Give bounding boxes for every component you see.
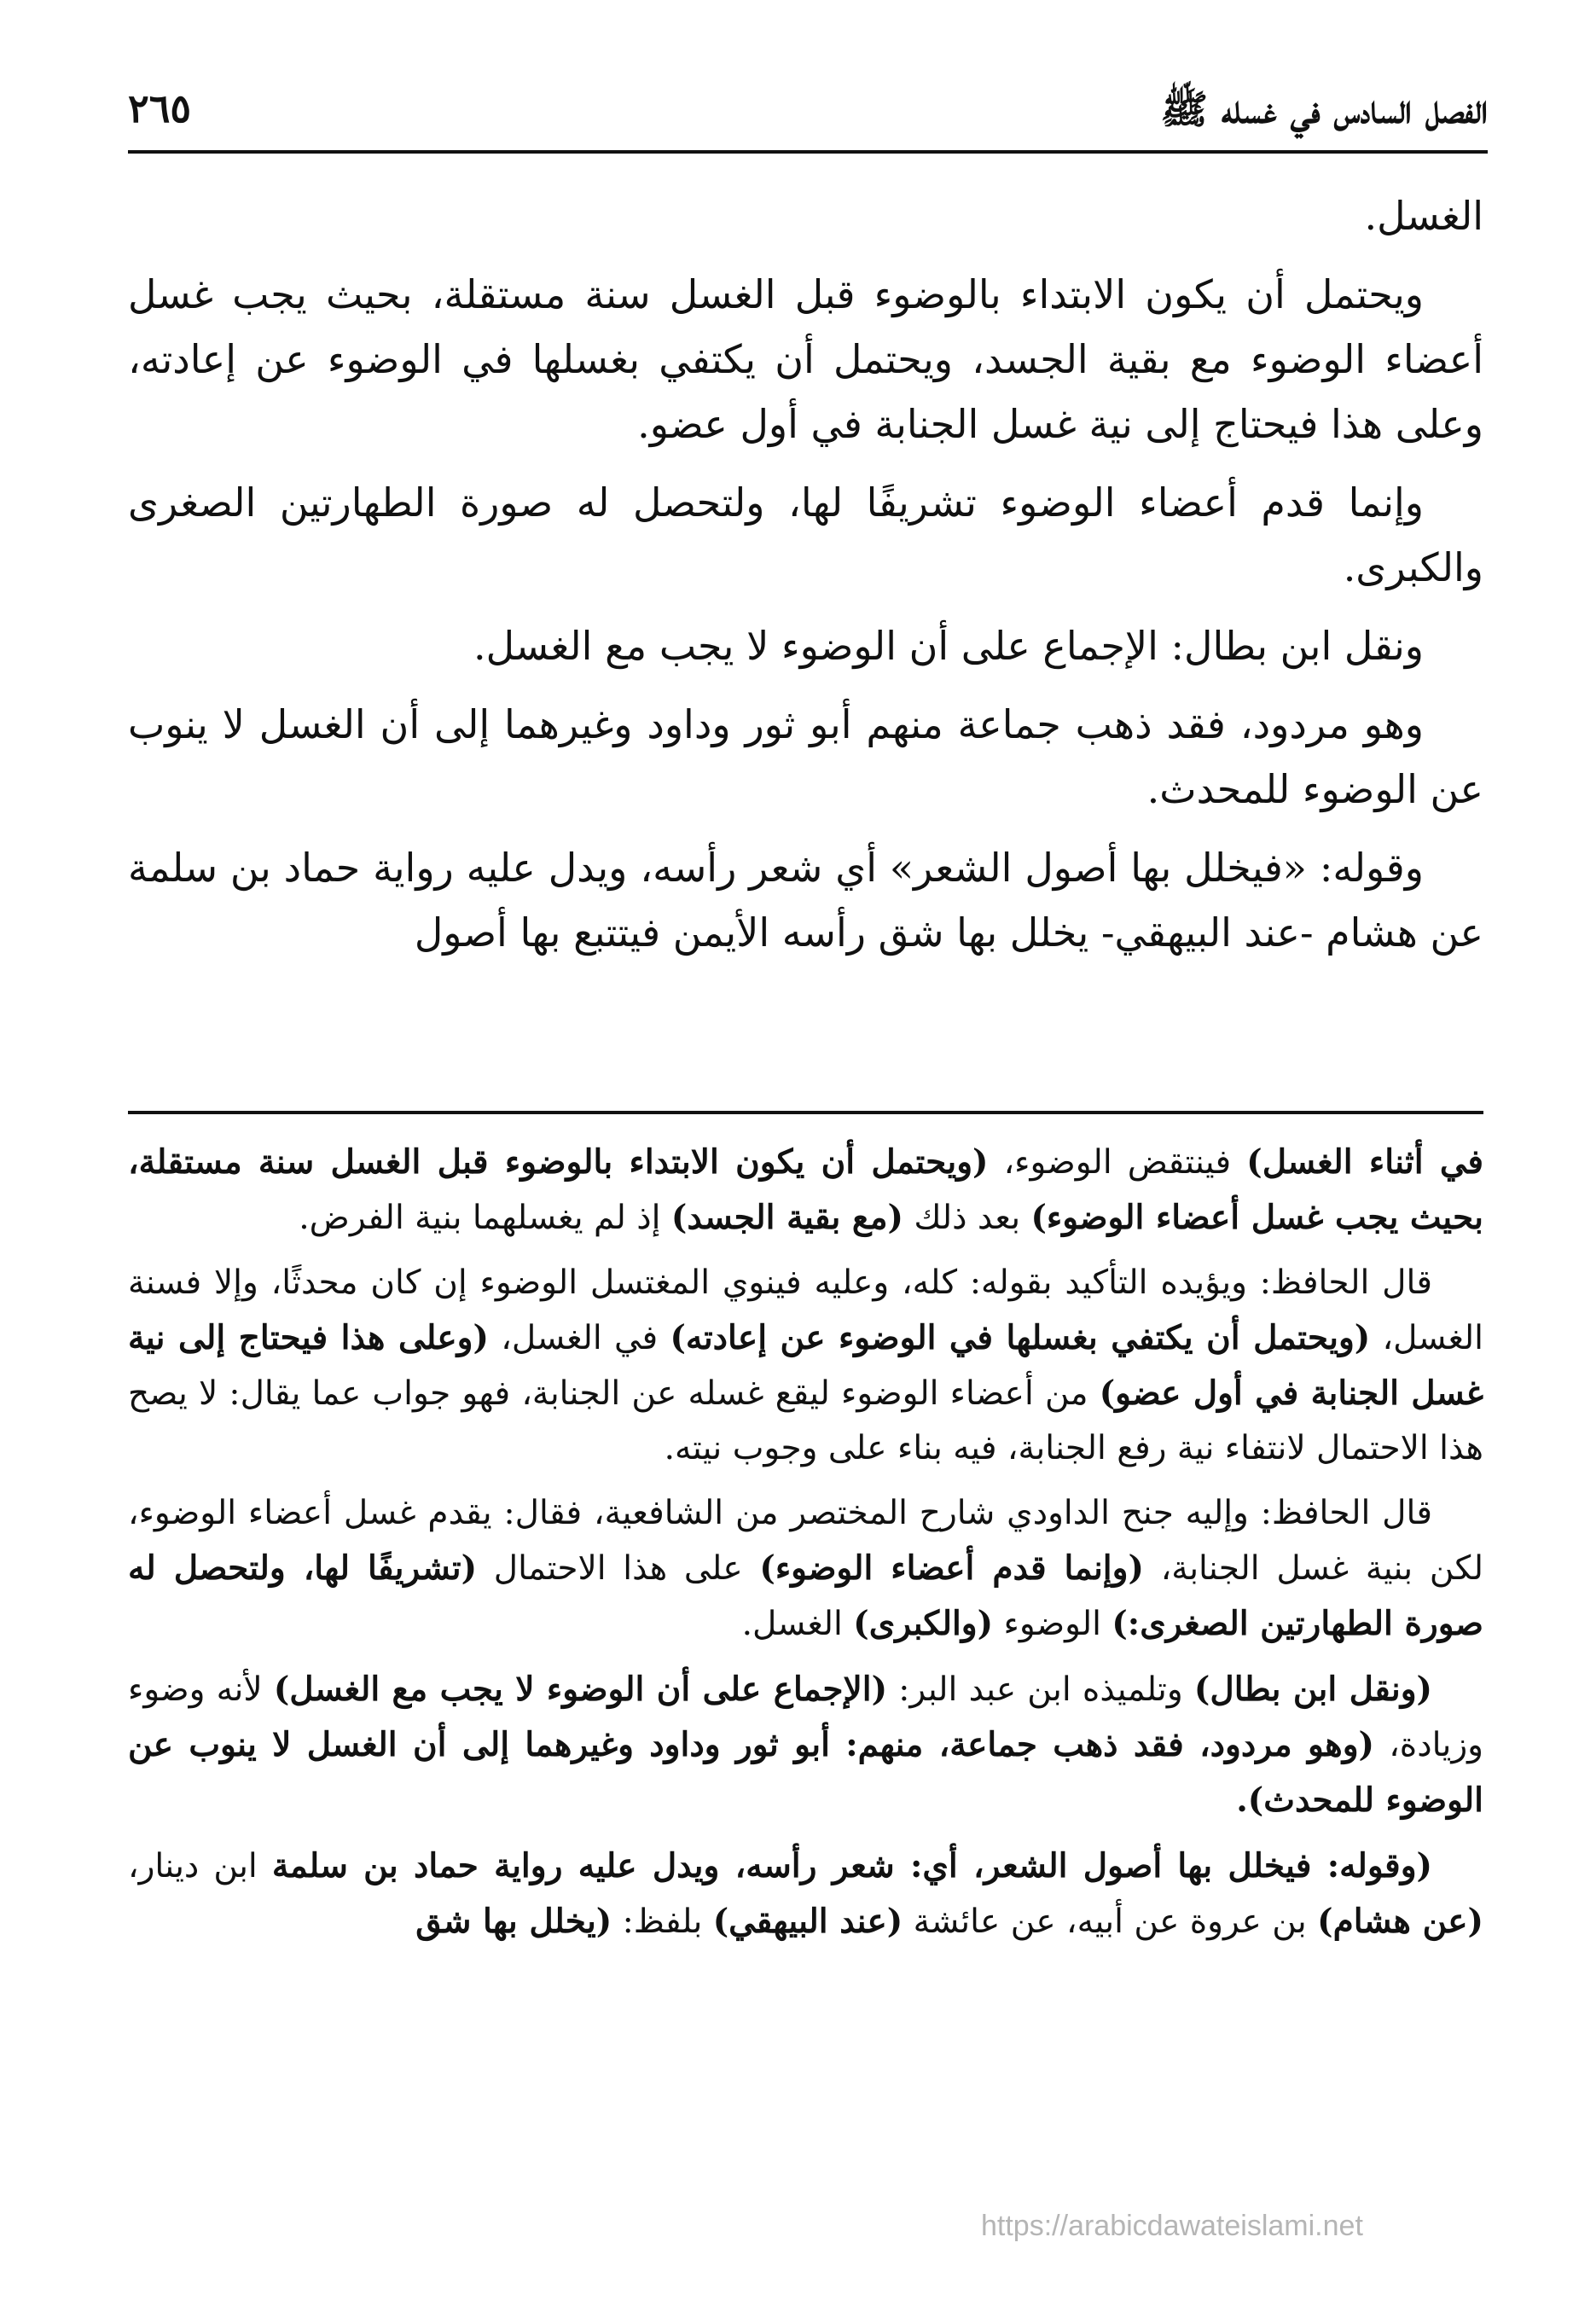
quoted-text: (وإنما قدم أعضاء الوضوء) — [759, 1548, 1144, 1588]
quoted-text: (الإجماع على أن الوضوء لا يجب مع الغسل) — [273, 1670, 888, 1709]
page-number: ٢٦٥ — [128, 85, 192, 131]
commentary-paragraph — [128, 1662, 1483, 1828]
explanation-text: لأنه وضوء وزيادة، — [128, 1670, 1483, 1764]
explanation-text: من أعضاء الوضوء ليقع غسله عن الجنابة، فهو جواب عما يقال: لا يصح هذا الاحتمال لانتفاء نية رفع الجنابة، فيه بناء على وجوب نيته. — [128, 1374, 1483, 1467]
quoted-text: في أثناء الغسل) — [1246, 1142, 1483, 1182]
quoted-text: (عند البيهقي) — [712, 1902, 903, 1941]
quoted-text: (وقوله: فيخلل بها أصول الشعر، أي: شعر رأسه، ويدل عليه رواية حماد بن سلمة — [271, 1846, 1432, 1885]
main-paragraph: ونقل ابن بطال: الإجماع على أن الوضوء لا يجب مع الغسل. — [473, 623, 1424, 669]
main-paragraph: وهو مردود، فقد ذهب جماعة منهم أبو ثور وداود وغيرهما إلى أن الغسل لا ينوب عن الوضوء للمحدث. — [128, 701, 1483, 812]
quoted-text: (وعلى هذا فيحتاج إلى نية غسل الجنابة في أول عضو) — [128, 1318, 1483, 1413]
header-rule — [128, 150, 1488, 154]
main-text — [128, 183, 1483, 979]
explanation-text: الغسل. — [741, 1605, 854, 1643]
quoted-text: (وهو مردود، فقد ذهب جماعة، منهم: أبو ثور وداود وغيرهما إلى أن الغسل لا ينوب عن الوضوء للمحدث). — [128, 1725, 1483, 1820]
explanation-text: فينتقض الوضوء، — [988, 1143, 1247, 1182]
commentary-text — [128, 1135, 1483, 1960]
explanation-text: بن عروة عن أبيه، عن عائشة — [903, 1903, 1318, 1941]
explanation-text: في الغسل، — [488, 1319, 670, 1357]
chapter-title: الفصل السادس في غسله ﷺ — [1160, 86, 1488, 132]
quoted-text: (يخلل بها شق — [415, 1902, 612, 1941]
explanation-text: على هذا الاحتمال — [477, 1549, 760, 1588]
main-paragraph: وقوله: «فيخلل بها أصول الشعر» أي شعر رأسه، ويدل عليه رواية حماد بن سلمة عن هشام -عند البيهقي- يخلل بها شق رأسه الأيمن فيتتبع بها أصول — [128, 845, 1483, 956]
explanation-text: الوضوء — [993, 1605, 1112, 1643]
explanation-text: ابن دينار، — [128, 1847, 272, 1885]
quoted-text: (تشريفًا لها، ولتحصل له صورة الطهارتين الصغرى:) — [128, 1548, 1483, 1643]
explanation-text: وتلميذه ابن عبد البر: — [887, 1670, 1194, 1709]
quoted-text: (مع بقية الجسد) — [670, 1198, 904, 1237]
explanation-text: إذ لم يغسلهما بنية الفرض. — [299, 1199, 671, 1237]
commentary-paragraph — [128, 1256, 1483, 1476]
quoted-text: (ونقل ابن بطال) — [1193, 1670, 1432, 1709]
explanation-text: بلفظ: — [612, 1903, 713, 1941]
watermark-url: https://arabicdawateislami.net — [981, 2210, 1363, 2242]
quoted-text: (ويحتمل أن يكتفي بغسلها في الوضوء عن إعادته) — [670, 1318, 1371, 1357]
explanation-text: قال الحافظ: ويؤيده التأكيد بقوله: كله، وعليه فينوي المغتسل الوضوء إن كان محدثًا، وإلا فسنة الغسل، — [128, 1264, 1483, 1357]
quoted-text: (عن هشام) — [1317, 1902, 1483, 1941]
quoted-text: (والكبرى) — [853, 1604, 994, 1643]
commentary-separator — [128, 1111, 1483, 1114]
commentary-paragraph — [128, 1135, 1483, 1246]
explanation-text: بعد ذلك — [903, 1199, 1031, 1237]
commentary-paragraph — [128, 1486, 1483, 1652]
main-paragraph: وإنما قدم أعضاء الوضوء تشريفًا لها، ولتحصل له صورة الطهارتين الصغرى والكبرى. — [128, 479, 1483, 590]
commentary-paragraph — [128, 1839, 1483, 1949]
quoted-text: (ويحتمل أن يكون الابتداء بالوضوء قبل الغسل سنة مستقلة، بحيث يجب غسل أعضاء الوضوء) — [128, 1142, 1483, 1237]
main-paragraph: ويحتمل أن يكون الابتداء بالوضوء قبل الغسل سنة مستقلة، بحيث يجب غسل أعضاء الوضوء مع بقية الجسد، ويحتمل أن يكتفي بغسلها في الوضوء عن إعادته، وعلى هذا فيحتاج إلى نية غسل الجنابة في أول عضو. — [128, 271, 1483, 447]
explanation-text: قال الحافظ: وإليه جنح الداودي شارح المختصر من الشافعية، فقال: يقدم غسل أعضاء الوضوء، لكن بنية غسل الجنابة، — [128, 1494, 1484, 1588]
main-paragraph: الغسل. — [1364, 193, 1483, 239]
